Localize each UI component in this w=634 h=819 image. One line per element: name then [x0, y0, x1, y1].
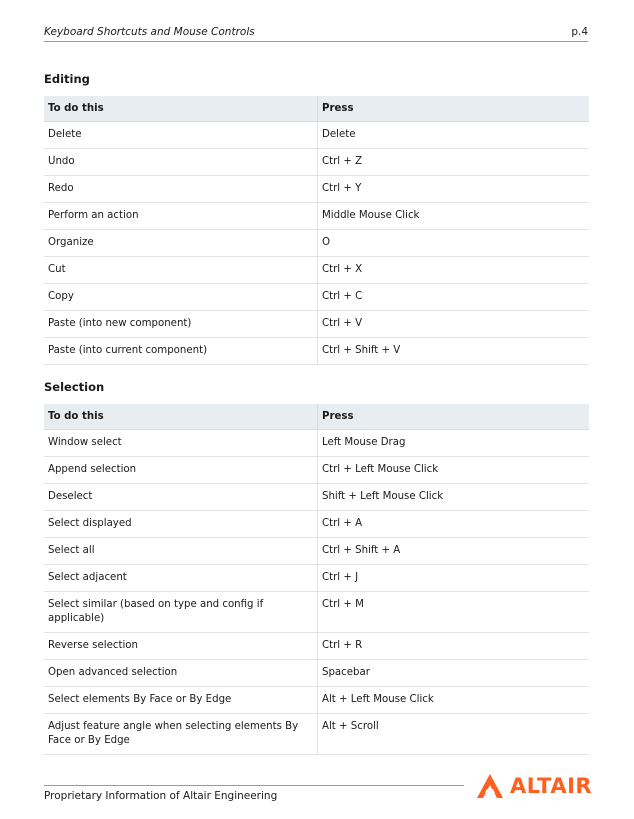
action-cell: Delete: [44, 122, 318, 149]
action-cell: Select displayed: [44, 511, 318, 538]
table-row: [44, 311, 589, 338]
shortcut-cell: Ctrl + J: [318, 565, 590, 592]
table-row: [44, 203, 589, 230]
action-cell: Open advanced selection: [44, 660, 318, 687]
table-row: [44, 149, 589, 176]
editing-shortcuts-table: [44, 96, 589, 365]
action-cell: Redo: [44, 176, 318, 203]
shortcut-cell: Ctrl + X: [318, 257, 590, 284]
action-cell: Copy: [44, 284, 318, 311]
action-cell: Undo: [44, 149, 318, 176]
shortcut-cell: Ctrl + A: [318, 511, 590, 538]
shortcut-cell: Shift + Left Mouse Click: [318, 484, 590, 511]
action-cell: Select adjacent: [44, 565, 318, 592]
shortcut-cell: Left Mouse Drag: [318, 430, 590, 457]
action-cell: Select elements By Face or By Edge: [44, 687, 318, 714]
action-cell: Paste (into current component): [44, 338, 318, 365]
table-header-row: [44, 404, 589, 430]
action-cell: Deselect: [44, 484, 318, 511]
altair-logo: [476, 773, 591, 799]
footer-divider: [44, 785, 464, 786]
shortcut-cell: Ctrl + Left Mouse Click: [318, 457, 590, 484]
table-row: [44, 284, 589, 311]
altair-logo-text: ALTAIR: [510, 774, 593, 798]
editing-section-title: Editing: [44, 72, 90, 86]
shortcut-cell: O: [318, 230, 590, 257]
table-row: [44, 430, 589, 457]
shortcut-cell: Ctrl + C: [318, 284, 590, 311]
shortcut-cell: Ctrl + Z: [318, 149, 590, 176]
shortcut-cell: Middle Mouse Click: [318, 203, 590, 230]
shortcut-cell: Ctrl + Y: [318, 176, 590, 203]
selection-section-title: Selection: [44, 380, 105, 394]
shortcut-cell: Spacebar: [318, 660, 590, 687]
shortcut-cell: Ctrl + R: [318, 633, 590, 660]
action-cell: Window select: [44, 430, 318, 457]
page-number: p.4: [571, 26, 588, 38]
action-cell: Paste (into new component): [44, 311, 318, 338]
table-row: [44, 257, 589, 284]
table-row: [44, 633, 589, 660]
page-header: [44, 26, 588, 42]
table-row: [44, 538, 589, 565]
table-row: [44, 592, 589, 633]
table-row: [44, 687, 589, 714]
action-cell: Select all: [44, 538, 318, 565]
action-cell: Organize: [44, 230, 318, 257]
table-row: [44, 511, 589, 538]
column-header-action: To do this: [44, 404, 318, 430]
action-cell: Append selection: [44, 457, 318, 484]
action-cell: Reverse selection: [44, 633, 318, 660]
table-row: [44, 176, 589, 203]
action-cell: Adjust feature angle when selecting elements By Face or By Edge: [44, 714, 318, 755]
shortcut-cell: Alt + Scroll: [318, 714, 590, 755]
action-cell: Cut: [44, 257, 318, 284]
altair-logo-icon: [476, 773, 504, 799]
table-row: [44, 484, 589, 511]
shortcut-cell: Ctrl + V: [318, 311, 590, 338]
table-header-row: [44, 96, 589, 122]
table-row: [44, 714, 589, 755]
table-row: [44, 660, 589, 687]
shortcut-cell: Ctrl + M: [318, 592, 590, 633]
action-cell: Perform an action: [44, 203, 318, 230]
column-header-press: Press: [318, 96, 590, 122]
table-row: [44, 338, 589, 365]
table-row: [44, 565, 589, 592]
shortcut-cell: Alt + Left Mouse Click: [318, 687, 590, 714]
table-row: [44, 230, 589, 257]
footer-text: Proprietary Information of Altair Engineering: [44, 790, 278, 802]
column-header-press: Press: [318, 404, 590, 430]
table-row: [44, 122, 589, 149]
document-title: Keyboard Shortcuts and Mouse Controls: [44, 26, 255, 38]
shortcut-cell: Ctrl + Shift + V: [318, 338, 590, 365]
column-header-action: To do this: [44, 96, 318, 122]
shortcut-cell: Ctrl + Shift + A: [318, 538, 590, 565]
shortcut-cell: Delete: [318, 122, 590, 149]
action-cell: Select similar (based on type and config if applicable): [44, 592, 318, 633]
table-row: [44, 457, 589, 484]
selection-shortcuts-table: [44, 404, 589, 755]
